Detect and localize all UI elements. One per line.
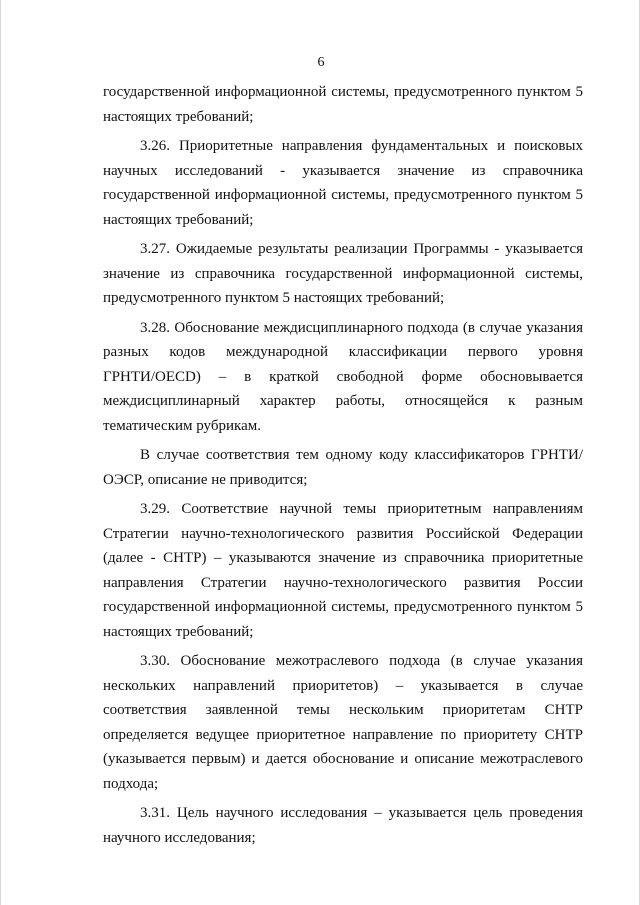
paragraph-3-27: 3.27. Ожидаемые результаты реализации Программы - указывается значение из справочника государственной информационной системы, предусмотренного пунктом 5 настоящих требований; xyxy=(103,241,583,306)
document-body xyxy=(103,80,583,850)
paragraph-3-31: 3.31. Цель научного исследования – указывается цель проведения научного исследования; xyxy=(103,805,583,846)
paragraph-3-28: 3.28. Обоснование междисциплинарного подхода (в случае указания разных кодов международной классификации первого уровня ГРНТИ/OECD) – в краткой свободной форме обосновывается междисциплинарный характер работы, относящейся к разным тематическим рубрикам. xyxy=(103,319,583,434)
paragraph-3-30: 3.30. Обоснование межотраслевого подхода (в случае указания нескольких направлений приоритетов) – указывается в случае соответствия заявленной темы нескольким приоритетам СНТР определяется ведущее приоритетное направление по приоритету СНТР (указывается первым) и дается обоснование и описание межотраслевого подхода; xyxy=(103,653,583,792)
paragraph-3-28-note: В случае соответствия тем одному коду классификаторов ГРНТИ/ОЭСР, описание не приводится; xyxy=(103,447,583,488)
paragraph-continuation: государственной информационной системы, предусмотренного пунктом 5 настоящих требований; xyxy=(103,84,583,125)
paragraph-3-29: 3.29. Соответствие научной темы приоритетным направлениям Стратегии научно-технологического развития Российской Федерации (далее - СНТР) – указываются значение из справочника приоритетные направления Стратегии научно-технологического развития России государственной информационной системы, предусмотренного пунктом 5 настоящих требований; xyxy=(103,501,583,640)
page-number: 6 xyxy=(317,55,325,70)
paragraph-3-26: 3.26. Приоритетные направления фундаментальных и поисковых научных исследований - указывается значение из справочника государственной информационной системы, предусмотренного пунктом 5 настоящих требований; xyxy=(103,138,583,228)
